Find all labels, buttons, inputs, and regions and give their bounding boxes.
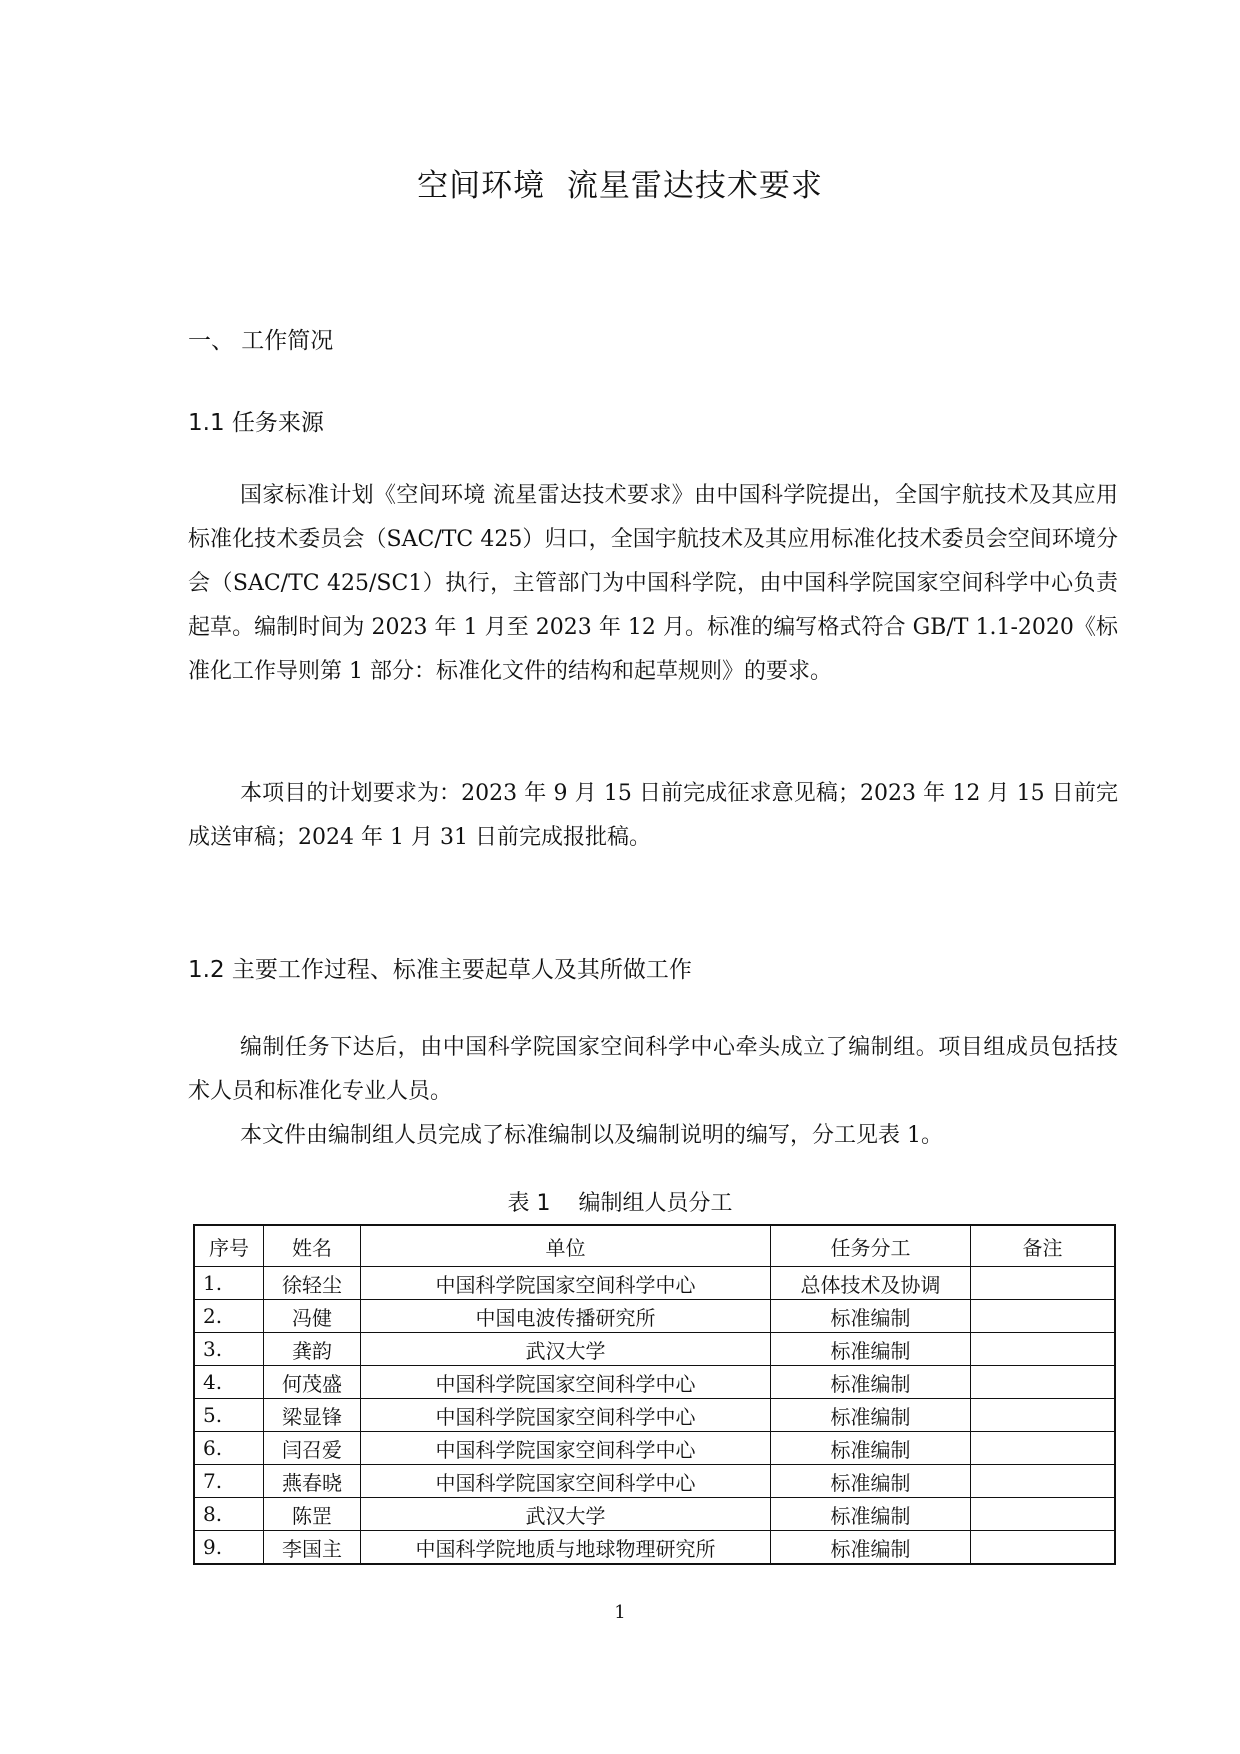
- cell-name: 陈罡: [264, 1498, 361, 1531]
- cell-index: 2.: [194, 1300, 264, 1333]
- paragraph-working-group: 编制任务下达后，由中国科学院国家空间科学中心牵头成立了编制组。项目组成员包括技术人员和标准化专业人员。: [188, 1035, 1118, 1104]
- cell-task: 标准编制: [771, 1498, 971, 1531]
- cell-name: 冯健: [264, 1300, 361, 1333]
- cell-task: 标准编制: [771, 1333, 971, 1366]
- table-row: [194, 1531, 1115, 1565]
- cell-name: 徐轻尘: [264, 1267, 361, 1300]
- cell-task: 标准编制: [771, 1465, 971, 1498]
- cell-index: 6.: [194, 1432, 264, 1465]
- cell-note: [971, 1531, 1116, 1565]
- cell-index: 9.: [194, 1531, 264, 1565]
- cell-task: 标准编制: [771, 1366, 971, 1399]
- cell-name: 龚韵: [264, 1333, 361, 1366]
- cell-task: 标准编制: [771, 1432, 971, 1465]
- cell-index: 8.: [194, 1498, 264, 1531]
- cell-name: 梁显锋: [264, 1399, 361, 1432]
- table-row: [194, 1498, 1115, 1531]
- cell-unit: 中国科学院国家空间科学中心: [361, 1366, 771, 1399]
- cell-unit: 中国科学院国家空间科学中心: [361, 1267, 771, 1300]
- cell-task: 标准编制: [771, 1300, 971, 1333]
- cell-name: 闫召爱: [264, 1432, 361, 1465]
- table-row: [194, 1399, 1115, 1432]
- header-task: 任务分工: [771, 1225, 971, 1267]
- page-number: 1: [614, 1602, 626, 1623]
- table-row: [194, 1366, 1115, 1399]
- cell-note: [971, 1498, 1116, 1531]
- document-title: 空间环境 流星雷达技术要求: [417, 168, 823, 204]
- staff-table: [193, 1224, 1116, 1565]
- table-row: [194, 1465, 1115, 1498]
- cell-unit: 中国科学院地质与地球物理研究所: [361, 1531, 771, 1565]
- cell-unit: 中国电波传播研究所: [361, 1300, 771, 1333]
- cell-note: [971, 1399, 1116, 1432]
- table-caption: 表 1 编制组人员分工: [507, 1191, 733, 1216]
- cell-name: 燕春晓: [264, 1465, 361, 1498]
- cell-unit: 中国科学院国家空间科学中心: [361, 1432, 771, 1465]
- cell-index: 7.: [194, 1465, 264, 1498]
- cell-note: [971, 1300, 1116, 1333]
- cell-unit: 中国科学院国家空间科学中心: [361, 1465, 771, 1498]
- header-unit: 单位: [361, 1225, 771, 1267]
- cell-task: 总体技术及协调: [771, 1267, 971, 1300]
- cell-unit: 武汉大学: [361, 1333, 771, 1366]
- paragraph-task-source: 国家标准计划《空间环境 流星雷达技术要求》由中国科学院提出，全国宇航技术及其应用标准化技术委员会（SAC/TC 425）归口，全国宇航技术及其应用标准化技术委员会空间环境分会（SAC/TC 425/SC1）执行，主管部门为中国科学院，由中国科学院国家空间科学中心负责起草。编制时间为 2023 年 1 月至 2023 年 12 月。标准的编写格式符合 GB/T 1.1-2020《标准化工作导则第 1 部分：标准化文件的结构和起草规则》的要求。: [188, 483, 1118, 684]
- table-header-row: [194, 1225, 1115, 1267]
- header-index: 序号: [194, 1225, 264, 1267]
- table-row: [194, 1267, 1115, 1300]
- table-row: [194, 1432, 1115, 1465]
- cell-index: 4.: [194, 1366, 264, 1399]
- cell-note: [971, 1333, 1116, 1366]
- paragraph-division-of-work: 本文件由编制组人员完成了标准编制以及编制说明的编写，分工见表 1。: [240, 1123, 943, 1148]
- table-row: [194, 1333, 1115, 1366]
- section-heading-1-1: 1.1 任务来源: [188, 410, 324, 436]
- header-note: 备注: [971, 1225, 1116, 1267]
- cell-name: 何茂盛: [264, 1366, 361, 1399]
- cell-note: [971, 1432, 1116, 1465]
- table-row: [194, 1300, 1115, 1333]
- cell-unit: 中国科学院国家空间科学中心: [361, 1399, 771, 1432]
- paragraph-plan-requirements: 本项目的计划要求为：2023 年 9 月 15 日前完成征求意见稿；2023 年 12 月 15 日前完成送审稿；2024 年 1 月 31 日前完成报批稿。: [188, 781, 1118, 850]
- cell-unit: 武汉大学: [361, 1498, 771, 1531]
- header-name: 姓名: [264, 1225, 361, 1267]
- cell-task: 标准编制: [771, 1531, 971, 1565]
- cell-index: 5.: [194, 1399, 264, 1432]
- section-heading-1-2: 1.2 主要工作过程、标准主要起草人及其所做工作: [188, 957, 692, 983]
- cell-name: 李国主: [264, 1531, 361, 1565]
- cell-index: 1.: [194, 1267, 264, 1300]
- cell-task: 标准编制: [771, 1399, 971, 1432]
- cell-note: [971, 1465, 1116, 1498]
- section-heading-1: 一、 工作简况: [188, 328, 334, 354]
- cell-note: [971, 1366, 1116, 1399]
- cell-index: 3.: [194, 1333, 264, 1366]
- cell-note: [971, 1267, 1116, 1300]
